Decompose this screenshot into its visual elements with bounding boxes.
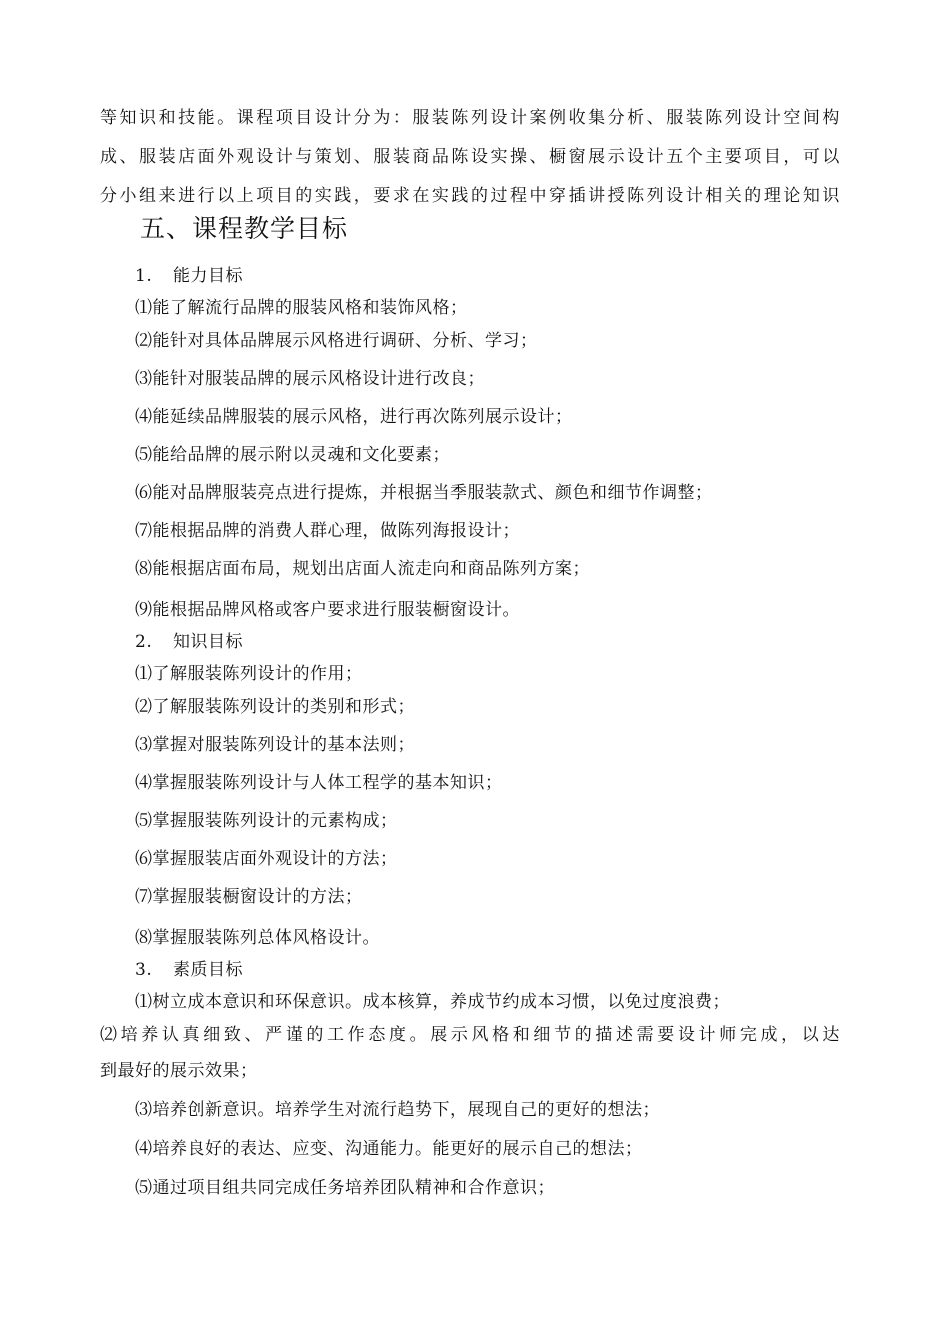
quality-title: 素质目标 — [173, 960, 243, 980]
knowledge-item-4: ⑷掌握服装陈列设计与人体工程学的基本知识； — [135, 773, 503, 793]
ability-item-1: ⑴能了解流行品牌的服装风格和装饰风格； — [135, 298, 468, 318]
knowledge-item-7: ⑺掌握服装橱窗设计的方法； — [135, 887, 363, 907]
knowledge-subheading — [135, 630, 243, 654]
ability-title: 能力目标 — [173, 266, 243, 286]
section-heading: 五、课程教学目标 — [140, 214, 349, 243]
knowledge-item-5: ⑸掌握服装陈列设计的元素构成； — [135, 811, 398, 831]
quality-item-2-line-2: 到最好的展示效果； — [100, 1061, 258, 1081]
quality-subheading — [135, 958, 243, 982]
quality-item-5: ⑸通过项目组共同完成任务培养团队精神和合作意识； — [135, 1178, 555, 1198]
quality-item-1: ⑴树立成本意识和环保意识。成本核算，养成节约成本习惯，以免过度浪费； — [135, 992, 730, 1012]
ability-subheading — [135, 264, 243, 288]
quality-number: 3. — [135, 960, 153, 980]
knowledge-item-8: ⑻掌握服装陈列总体风格设计。 — [135, 928, 380, 948]
ability-item-2: ⑵能针对具体品牌展示风格进行调研、分析、学习； — [135, 331, 538, 351]
ability-item-3: ⑶能针对服装品牌的展示风格设计进行改良； — [135, 369, 485, 389]
quality-item-2-line-1: ⑵培养认真细致、严谨的工作态度。展示风格和细节的描述需要设计师完成，以达 — [100, 1025, 840, 1045]
ability-item-9: ⑼能根据品牌风格或客户要求进行服装橱窗设计。 — [135, 600, 520, 620]
quality-item-4: ⑷培养良好的表达、应变、沟通能力。能更好的展示自己的想法； — [135, 1139, 643, 1159]
knowledge-item-2: ⑵了解服装陈列设计的类别和形式； — [135, 697, 415, 717]
ability-item-5: ⑸能给品牌的展示附以灵魂和文化要素； — [135, 445, 450, 465]
knowledge-number: 2. — [135, 632, 153, 652]
intro-line-3: 分小组来进行以上项目的实践，要求在实践的过程中穿插讲授陈列设计相关的理论知识 — [100, 186, 840, 206]
knowledge-title: 知识目标 — [173, 632, 243, 652]
knowledge-item-3: ⑶掌握对服装陈列设计的基本法则； — [135, 735, 415, 755]
ability-item-8: ⑻能根据店面布局，规划出店面人流走向和商品陈列方案； — [135, 559, 590, 579]
ability-item-6: ⑹能对品牌服装亮点进行提炼，并根据当季服装款式、颜色和细节作调整； — [135, 483, 713, 503]
ability-item-7: ⑺能根据品牌的消费人群心理，做陈列海报设计； — [135, 521, 520, 541]
quality-item-3: ⑶培养创新意识。培养学生对流行趋势下，展现自己的更好的想法； — [135, 1100, 660, 1120]
ability-item-4: ⑷能延续品牌服装的展示风格，进行再次陈列展示设计； — [135, 407, 573, 427]
intro-line-1: 等知识和技能。课程项目设计分为：服装陈列设计案例收集分析、服装陈列设计空间构 — [100, 108, 840, 128]
ability-number: 1. — [135, 266, 153, 286]
intro-line-2: 成、服装店面外观设计与策划、服装商品陈设实操、橱窗展示设计五个主要项目，可以 — [100, 147, 840, 167]
knowledge-item-6: ⑹掌握服装店面外观设计的方法； — [135, 849, 398, 869]
knowledge-item-1: ⑴了解服装陈列设计的作用； — [135, 664, 363, 684]
